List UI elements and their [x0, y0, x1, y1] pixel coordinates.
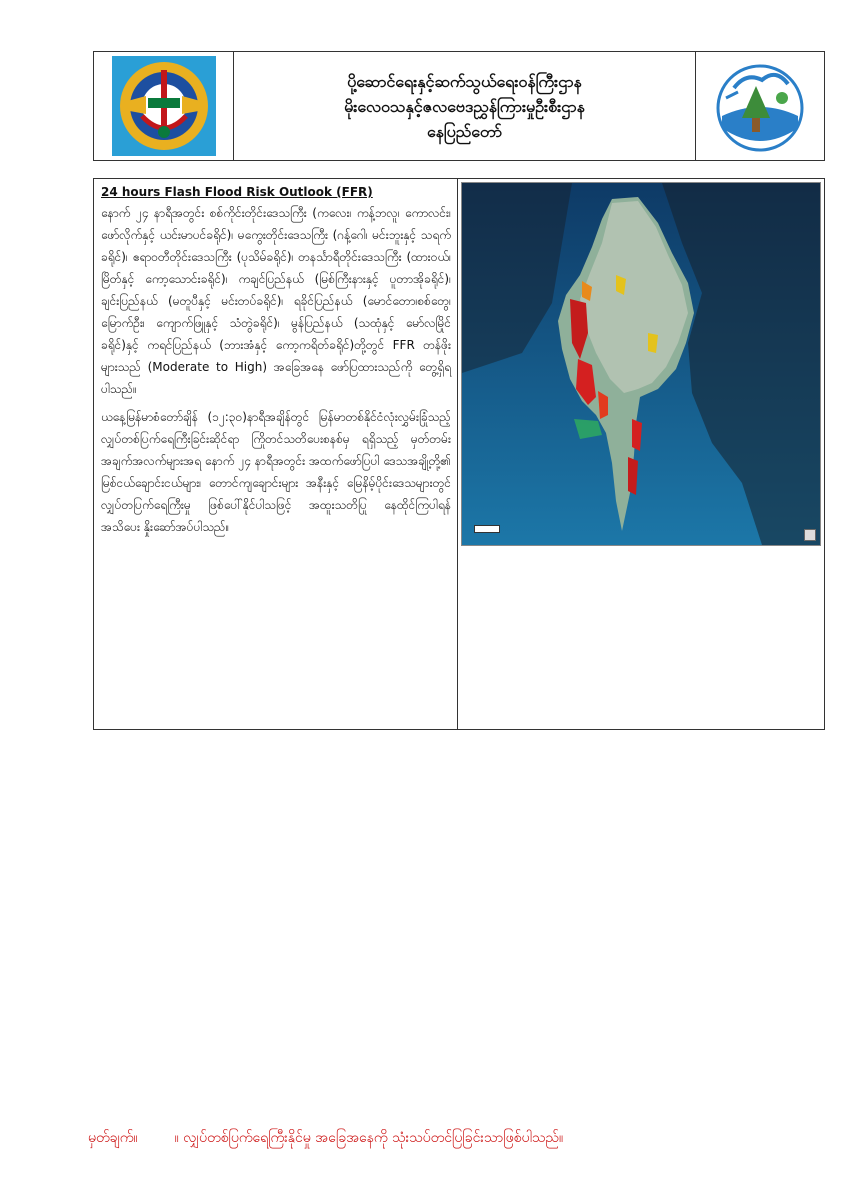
myanmar-ffr-map-icon: [462, 183, 820, 545]
flood-outlook-section: [93, 178, 825, 730]
map-scale-bar: [474, 525, 500, 533]
footer-note-label: မှတ်ချက်။: [88, 1130, 138, 1146]
outlook-text-cell: [94, 179, 458, 729]
ministry-logo-cell: [94, 52, 234, 160]
map-info-icon[interactable]: [804, 529, 816, 541]
ministry-title-block: [234, 52, 696, 160]
section-title: 24 hours Flash Flood Risk Outlook (FFR): [101, 185, 373, 199]
risk-areas-paragraph: နောက် ၂၄ နာရီအတွင်း စစ်ကိုင်းတိုင်းဒေသကြီး (ကလေး၊ ကန့်ဘလူ၊ ကောလင်း၊ ဖော်လိုက်နှင့် ယင်းမာပင်ခရိုင်)၊ မကွေးတိုင်းဒေသကြီး (ဂန့်ဂေါ၊ မင်းဘူးနှင့် သရက်ခရိုင်)၊ ဧရာဝတီတိုင်းဒေသကြီး (ပုသိမ်ခရိုင်)၊ တနင်္သာရီတိုင်းဒေသကြီး (ထားဝယ်၊ မြိတ်နှင့် ကော့သောင်းခရိုင်)၊ ကချင်ပြည်နယ် (မြစ်ကြီးနားနှင့် ပူတာအိုခရိုင်)၊ ချင်းပြည်နယ် (မတူပီနှင့် မင်းတပ်ခရိုင်)၊ ရခိုင်ပြည်နယ် (မောင်တော၊စစ်တွေ၊ မြောက်ဦး၊ ကျောက်ဖြူနှင့် သံတွဲခရိုင်)၊ မွန်ပြည်နယ် (သထုံနှင့် မော်လမြိုင်ခရိုင်)နှင့် ကရင်ပြည်နယ် (ဘားအံနှင့် ကော့ကရိတ်ခရိုင်)တို့တွင် FFR တန်ဖိုးများသည် (Moderate to High) အခြေအနေ ဖော်ပြထားသည်ကို တွေ့ရှိရပါသည်။: [101, 206, 451, 396]
hydrology-logo-icon: [712, 58, 808, 154]
ministry-emblem-icon: [112, 56, 216, 156]
footer-note: [88, 1128, 788, 1152]
department-logo-cell: [696, 52, 824, 160]
ministry-name: ပို့ဆောင်ရေးနှင့်ဆက်သွယ်ရေးဝန်ကြီးဌာန: [347, 71, 582, 91]
department-name: မိုးလေဝသနှင့်ဇလဗေဒညွှန်ကြားမှုဦးစီးဌာန: [344, 96, 585, 116]
document-header: [93, 51, 825, 161]
city-name: နေပြည်တော်: [426, 121, 503, 141]
outlook-map-cell: [458, 179, 824, 729]
ffr-map[interactable]: [461, 182, 821, 546]
advisory-paragraph: ယနေ့မြန်မာစံတော်ချိန် (၁၂:၃၀)နာရီအချိန်တွင် မြန်မာတစ်နိုင်ငံလုံးလွှမ်းခြုံသည့် လျှပ်တစ်ပြက်ရေကြီးခြင်းဆိုင်ရာ ကြိုတင်သတိပေးစနစ်မှ ရရှိသည့် မှတ်တမ်းအချက်အလက်များအရ နောက် ၂၄ နာရီအတွင်း အထက်ဖော်ပြပါ ဒေသအချို့တို့၏ မြစ်ငယ်ချောင်းငယ်များ၊ တောင်ကျချောင်းများ အနီးနှင့် မြေနိမ့်ပိုင်းဒေသများတွင် လျှပ်တပြက်ရေကြီးမှု ဖြစ်ပေါ်နိုင်ပါသဖြင့် အထူးသတိပြု နေထိုင်ကြပါရန် အသိပေး နှိုးဆော်အပ်ပါသည်။: [101, 410, 451, 534]
footer-note-text: ။ လျှပ်တစ်ပြက်ရေကြီးနိုင်မှု အခြေအနေကို သုံးသပ်တင်ပြခြင်းသာဖြစ်ပါသည်။: [174, 1130, 564, 1146]
